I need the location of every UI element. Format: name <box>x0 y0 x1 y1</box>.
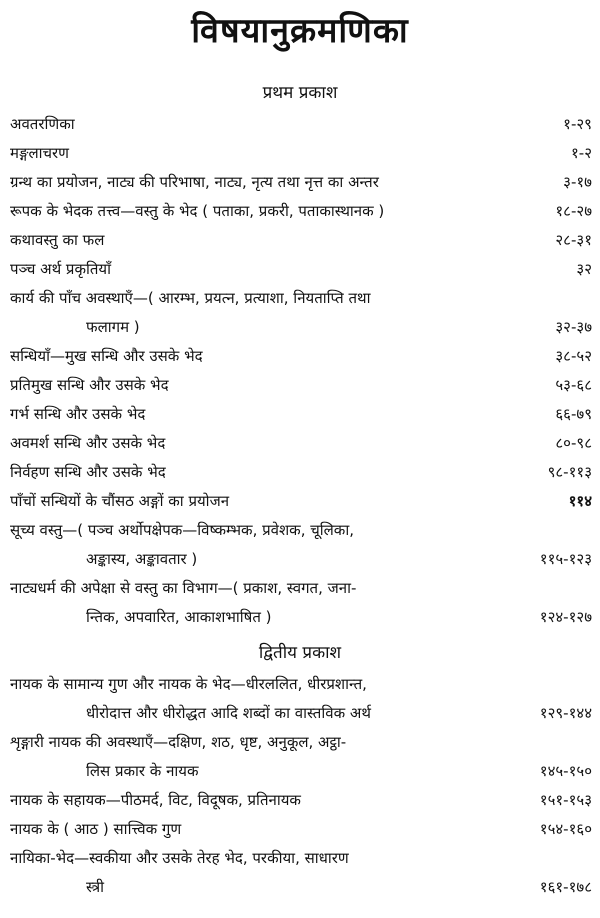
toc-entry <box>0 371 600 400</box>
toc-page-range: ५३-६८ <box>555 376 592 394</box>
toc-entry <box>0 458 600 487</box>
section-heading: द्वितीय प्रकाश <box>258 643 342 663</box>
toc-page-range: २८-३१ <box>555 231 592 249</box>
toc-entry-title: अवतरणिका <box>10 115 75 133</box>
toc-entry-title: सूच्य वस्तु—( पञ्च अर्थोपक्षेपक—विष्कम्भक, प्रवेशक, चूलिका, <box>10 521 354 539</box>
toc-page-range: ११४ <box>568 492 592 510</box>
toc-page-range: १४५-१५० <box>539 762 592 780</box>
toc-entry-continuation: लिस प्रकार के नायक <box>86 762 199 780</box>
toc-entry <box>0 284 600 342</box>
toc-entry-title: प्रतिमुख सन्धि और उसके भेद <box>10 376 169 394</box>
toc-entry-title: नाट्यधर्म की अपेक्षा से वस्तु का विभाग—( प्रकाश, स्वगत, जना- <box>10 579 357 597</box>
toc-entry <box>0 815 600 844</box>
toc-entry-title: नायिका-भेद—स्वकीया और उसके तेरह भेद, परकीया, साधारण <box>10 849 349 867</box>
toc-page-range: १२९-१४४ <box>539 704 592 722</box>
toc-entry-title: मङ्गलाचरण <box>10 144 70 162</box>
toc-entry <box>0 226 600 255</box>
toc-entry <box>0 487 600 516</box>
toc-entry <box>0 728 600 786</box>
toc-page-range: ३८-५२ <box>555 347 592 365</box>
toc-entry <box>0 342 600 371</box>
toc-page-range: १६१-१७८ <box>539 878 592 896</box>
toc-entry-continuation: न्तिक, अपवारित, आकाशभाषित ) <box>86 608 272 626</box>
toc-page-range: ८०-९८ <box>555 434 592 452</box>
toc-entry-title: पाँचों सन्धियों के चौंसठ अङ्गों का प्रयोजन <box>10 492 230 510</box>
toc-page-range: १-२९ <box>563 115 592 133</box>
toc-page-range: ३२-३७ <box>555 318 592 336</box>
toc-page-range: १५४-१६० <box>539 820 592 838</box>
toc-entry-continuation: अङ्कास्य, अङ्कावतार ) <box>86 550 198 568</box>
toc-page-range: ९८-११३ <box>547 463 592 481</box>
toc-entry-title: शृङ्गारी नायक की अवस्थाएँ—दक्षिण, शठ, धृष्ट, अनुकूल, अट्ठा- <box>10 733 347 751</box>
toc-entry-continuation: धीरोदात्त और धीरोद्धत आदि शब्दों का वास्तविक अर्थ <box>86 704 371 722</box>
toc-entry <box>0 429 600 458</box>
toc-entry <box>0 168 600 197</box>
toc-entry-title: पञ्च अर्थ प्रकृतियाँ <box>10 260 112 278</box>
toc-page-range: १-२ <box>570 144 592 162</box>
toc-page-range: १५१-१५३ <box>539 791 592 809</box>
toc-entry <box>0 786 600 815</box>
toc-entry-continuation: फलागम ) <box>86 318 140 336</box>
toc-entry-title: रूपक के भेदक तत्त्व—वस्तु के भेद ( पताका, प्रकरी, पताकास्थानक ) <box>10 202 385 220</box>
toc-entry <box>0 516 600 574</box>
toc-page-range: १२४-१२७ <box>539 608 592 626</box>
toc-page-range: १८-२७ <box>555 202 592 220</box>
toc-entry-title: सन्धियाँ—मुख सन्धि और उसके भेद <box>10 347 203 365</box>
toc-entry-title: नायक के सहायक—पीठमर्द, विट, विदूषक, प्रतिनायक <box>10 791 301 809</box>
toc-page-range: ११५-१२३ <box>539 550 592 568</box>
toc-entry-continuation: स्त्री <box>86 878 105 896</box>
toc-entry-title: ग्रन्थ का प्रयोजन, नाट्य की परिभाषा, नाट्य, नृत्य तथा नृत्त का अन्तर <box>10 173 379 191</box>
toc-entry <box>0 139 600 168</box>
toc-entry-title: गर्भ सन्धि और उसके भेद <box>10 405 146 423</box>
toc-entry <box>0 400 600 429</box>
toc-page-range: ३-१७ <box>563 173 592 191</box>
toc-entry-title: कार्य की पाँच अवस्थाएँ—( आरम्भ, प्रयत्न, प्रत्याशा, नियताप्ति तथा <box>10 289 371 307</box>
section-heading: प्रथम प्रकाश <box>262 83 338 103</box>
toc-entry-title: नायक के ( आठ ) सात्त्विक गुण <box>10 820 182 838</box>
toc-entry <box>0 197 600 226</box>
toc-entry-title: कथावस्तु का फल <box>10 231 105 249</box>
toc-entry <box>0 255 600 284</box>
page-title: विषयानुक्रमणिका <box>191 11 409 51</box>
toc-page-range: ६६-७९ <box>555 405 592 423</box>
toc-entry <box>0 670 600 728</box>
toc-entry-title: नायक के सामान्य गुण और नायक के भेद—धीरललित, धीरप्रशान्त, <box>10 675 367 693</box>
toc-entry-title: निर्वहण सन्धि और उसके भेद <box>10 463 166 481</box>
toc-entry <box>0 110 600 139</box>
toc-entry-title: अवमर्श सन्धि और उसके भेद <box>10 434 166 452</box>
toc-page-range: ३२ <box>576 260 592 278</box>
toc-entry <box>0 574 600 632</box>
toc-entry <box>0 844 600 902</box>
